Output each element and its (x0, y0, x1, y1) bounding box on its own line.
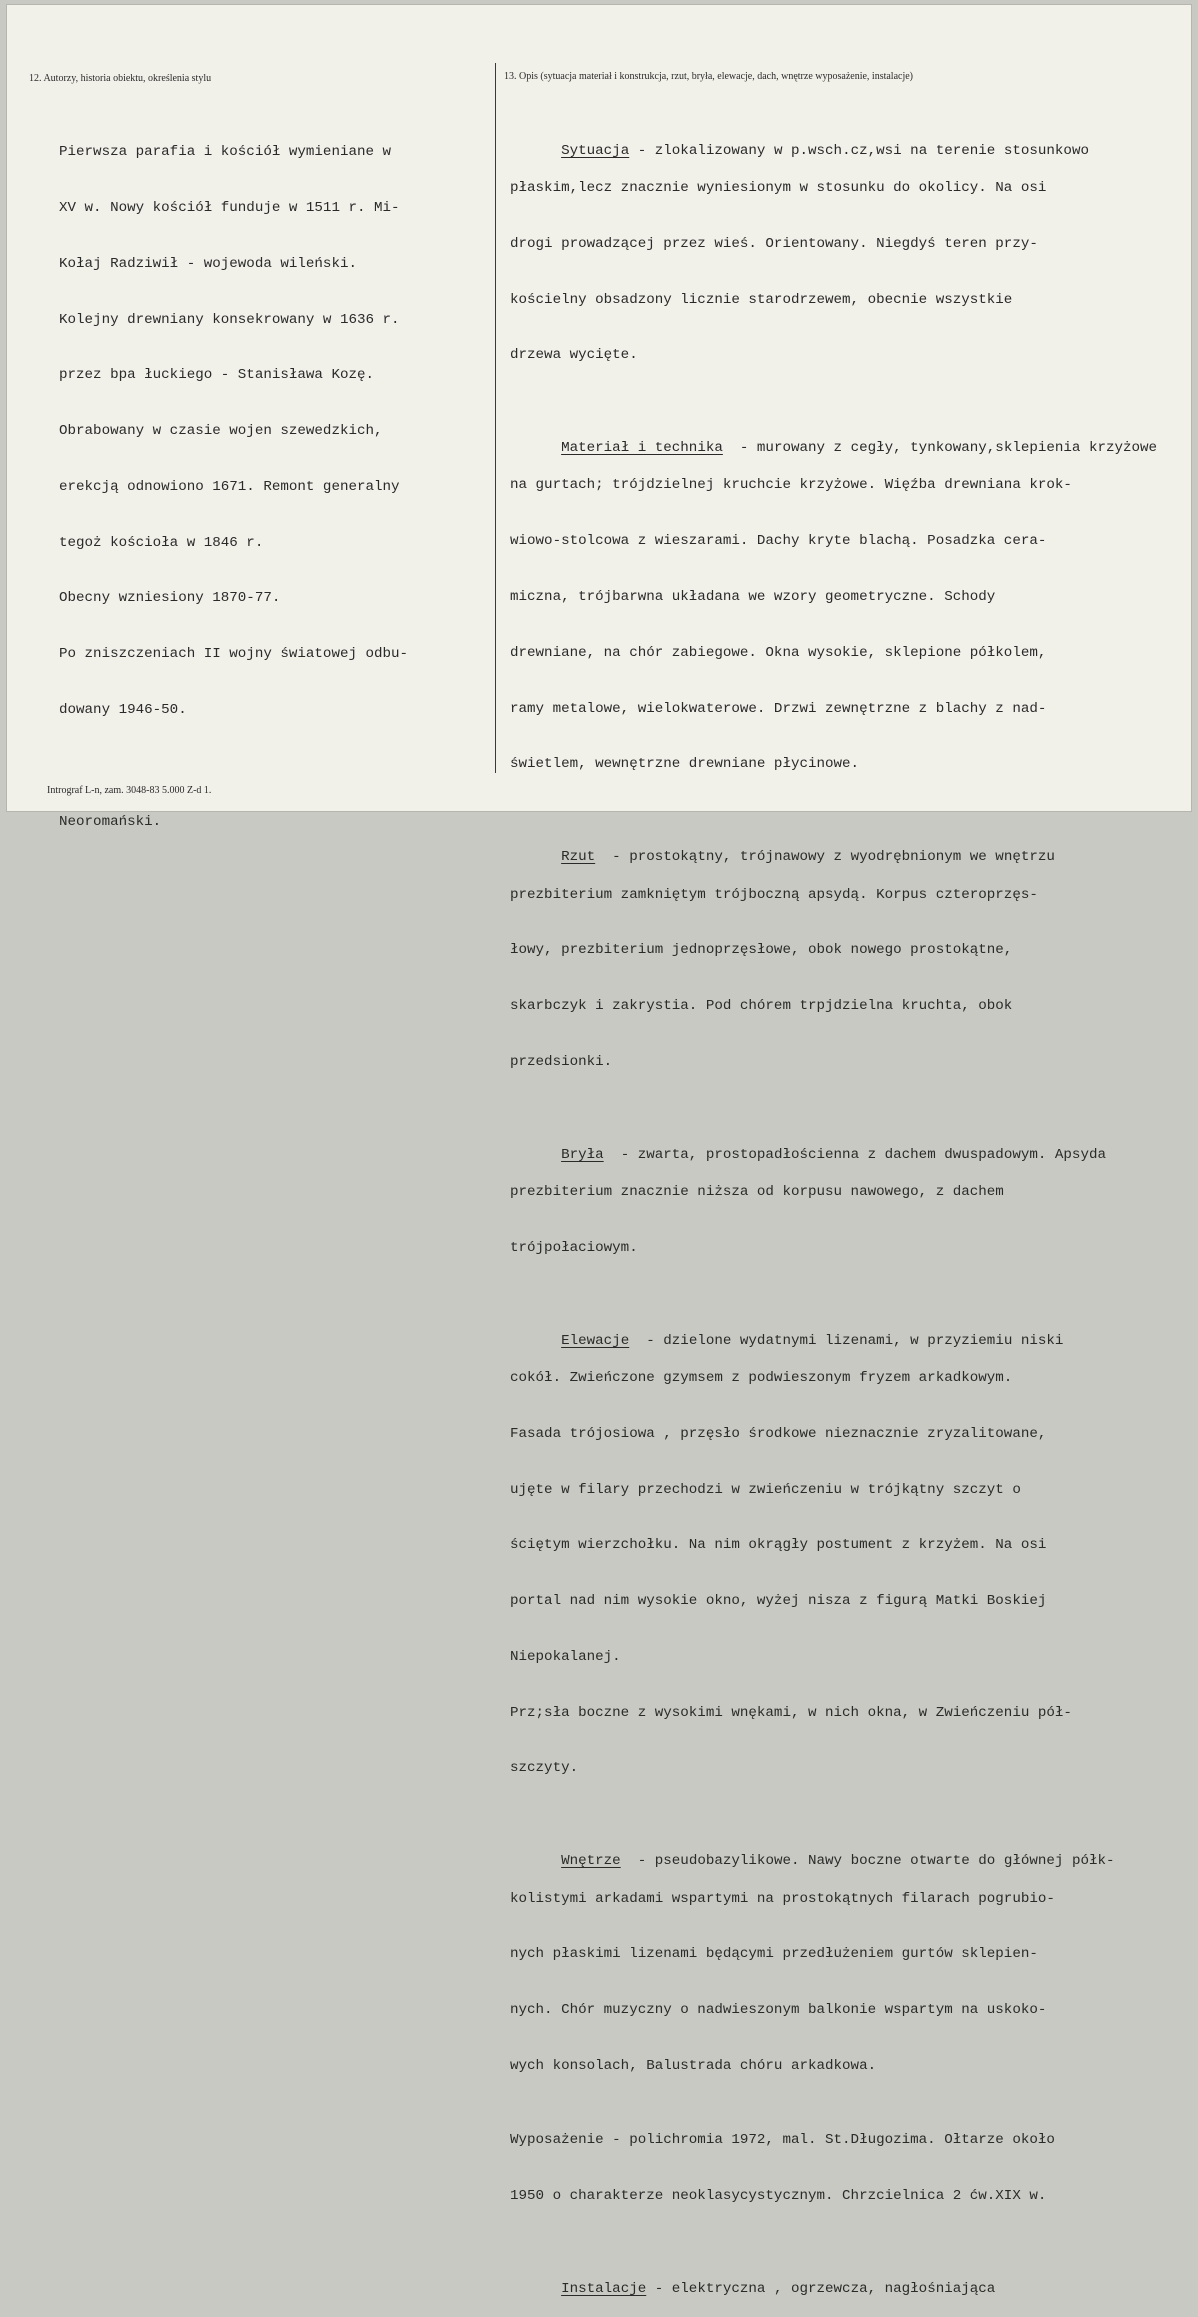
wnetrze-line: kolistymi arkadami wspartymi na prostokątnych filarach pogrubio- (510, 1890, 1055, 1907)
sytuacja-text: - zlokalizowany w p.wsch.cz,wsi na terenie stosunkowo (629, 142, 1089, 159)
bryla-line: trójpołaciowym. (510, 1239, 638, 1256)
rzut-line (510, 830, 1190, 866)
material-line: świetlem, wewnętrzne drewniane płycinowe. (510, 756, 860, 773)
style-label: Neoromański. (59, 813, 162, 830)
rzut-line: przedsionki. (510, 1053, 613, 1070)
elewacje-line: szczyty. (510, 1760, 579, 1777)
material-line: na gurtach; trójdzielnej kruchcie krzyżowe. Więźba drewniana krok- (510, 477, 1072, 494)
history-column (59, 106, 408, 868)
wyposazenie-line: Wyposażenie - polichromia 1972, mal. St.Długozima. Ołtarze około (510, 2132, 1055, 2149)
sytuacja-line: drzewa wycięte. (510, 347, 638, 364)
description-column (510, 86, 1190, 2317)
history-line: Obecny wzniesiony 1870-77. (59, 590, 281, 607)
instalacje-text: - elektryczna , ogrzewcza, nagłośniająca (646, 2281, 996, 2298)
sytuacja-line: płaskim,lecz znacznie wyniesionym w stosunku do okolicy. Na osi (510, 179, 1047, 196)
history-line: przez bpa łuckiego - Stanisława Kozę. (59, 367, 375, 384)
material-line: ramy metalowe, wielokwaterowe. Drzwi zewnętrzne z blachy z nad- (510, 700, 1047, 717)
wnetrze-line: nych płaskimi lizenami będącymi przedłużeniem gurtów sklepien- (510, 1946, 1038, 1963)
instalacje-label: Instalacje (561, 2281, 647, 2298)
rzut-line: prezbiterium zamkniętym trójboczną apsydą. Korpus czteroprzęs- (510, 886, 1038, 903)
bryla-text: - zwarta, prostopadłościenna z dachem dwuspadowym. Apsyda (603, 1146, 1106, 1163)
material-line: miczna, trójbarwna układana we wzory geometryczne. Schody (510, 589, 996, 606)
elewacje-line: ściętym wierzchołku. Na nim okrągły postument z krzyżem. Na osi (510, 1537, 1047, 1554)
instalacje-line (510, 2261, 1190, 2298)
history-line: XV w. Nowy kościół funduje w 1511 r. Mi- (59, 199, 400, 216)
elewacje-text: - dzielone wydatnymi lizenami, w przyziemiu niski (629, 1332, 1064, 1349)
column-divider (495, 63, 496, 773)
section-13-header: 13. Opis (sytuacja materiał i konstrukcja, rzut, bryła, elewacje, dach, wnętrze wyposażenie, instalacje) (504, 71, 913, 82)
wnetrze-label: Wnętrze (561, 1853, 621, 1870)
elewacje-line: Niepokalanej. (510, 1648, 621, 1665)
material-text: - murowany z cegły, tynkowany,sklepienia krzyżowe (722, 440, 1158, 457)
wnetrze-line: nych. Chór muzyczny o nadwieszonym balkonie wspartym na uskoko- (510, 2002, 1047, 2019)
rzut-text: - prostokątny, trójnawowy z wyodrębnionym we wnętrzu (595, 849, 1055, 866)
rzut-line: łowy, prezbiterium jednoprzęsłowe, obok nowego prostokątne, (510, 942, 1013, 959)
printer-footer: Intrograf L-n, zam. 3048-83 5.000 Z-d 1. (47, 785, 212, 796)
history-line: Pierwsza parafia i kościół wymieniane w (59, 144, 392, 161)
elewacje-line: Fasada trójosiowa , przęsło środkowe nieznacznie zryzalitowane, (510, 1425, 1047, 1442)
history-line: dowany 1946-50. (59, 702, 187, 718)
section-12-header: 12. Autorzy, historia obiektu, określenia stylu (29, 73, 212, 84)
bryla-line (510, 1127, 1190, 1163)
wnetrze-text: - pseudobazylikowe. Nawy boczne otwarte do głównej półk- (620, 1853, 1115, 1870)
wnetrze-line: wych konsolach, Balustrada chóru arkadkowa. (510, 2057, 877, 2074)
history-line: Kołaj Radziwił - wojewoda wileński. (59, 255, 357, 272)
elewacje-line (510, 1313, 1190, 1349)
history-line: tegoż kościoła w 1846 r. (59, 534, 264, 551)
sytuacja-line: kościelny obsadzony licznie starodrzewem, obecnie wszystkie (510, 291, 1013, 308)
bryla-label: Bryła (561, 1146, 604, 1163)
rzut-line: skarbczyk i zakrystia. Pod chórem trpjdzielna kruchta, obok (510, 998, 1013, 1015)
material-line: drewniane, na chór zabiegowe. Okna wysokie, sklepione półkolem, (510, 644, 1047, 661)
elewacje-line: ujęte w filary przechodzi w zwieńczeniu w trójkątny szczyt o (510, 1481, 1021, 1498)
sytuacja-line (510, 123, 1190, 159)
material-label: Materiał i technika (561, 440, 723, 457)
wnetrze-line (510, 1834, 1190, 1870)
sytuacja-label: Sytuacja (561, 142, 630, 159)
sytuacja-line: drogi prowadzącej przez wieś. Orientowany. Niegdyś teren przy- (510, 235, 1038, 252)
history-line: Po zniszczeniach II wojny światowej odbu- (59, 646, 409, 663)
history-line: Obrabowany w czasie wojen szewedzkich, (59, 423, 383, 440)
bryla-line: prezbiterium znacznie niższa od korpusu nawowego, z dachem (510, 1184, 1004, 1201)
material-line: wiowo-stolcowa z wieszarami. Dachy kryte blachą. Posadzka cera- (510, 533, 1047, 550)
blank-line (59, 757, 408, 776)
elewacje-line: Prz;sła boczne z wysokimi wnękami, w nich okna, w Zwieńczeniu pół- (510, 1704, 1072, 1721)
rzut-label: Rzut (561, 849, 596, 866)
inventory-card (6, 4, 1192, 2298)
history-line: Kolejny drewniany konsekrowany w 1636 r. (59, 311, 400, 328)
material-line (510, 421, 1190, 457)
elewacje-line: portal nad nim wysokie okno, wyżej nisza z figurą Matki Boskiej (510, 1593, 1047, 1610)
elewacje-line: cokół. Zwieńczone gzymsem z podwieszonym fryzem arkadkowym. (510, 1369, 1013, 1386)
elewacje-label: Elewacje (561, 1332, 630, 1349)
wyposazenie-line: 1950 o charakterze neoklasycystycznym. Chrzcielnica 2 ćw.XIX w. (510, 2188, 1047, 2205)
history-line: erekcją odnowiono 1671. Remont generalny (59, 478, 400, 495)
